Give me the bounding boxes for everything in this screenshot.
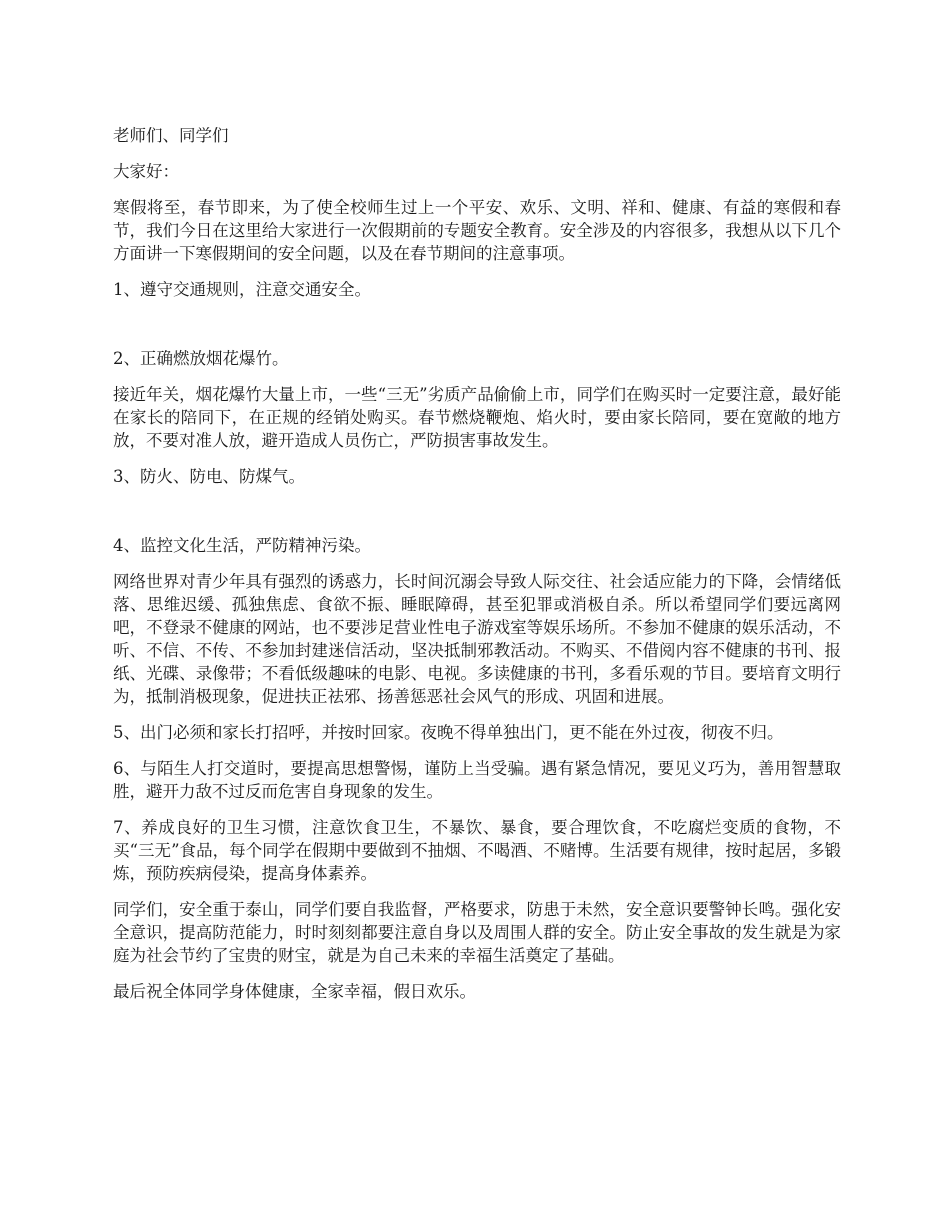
item-2-body: 接近年关，烟花爆竹大量上市，一些“三无”劣质产品偷偷上市，同学们在购买时一定要注意，最好能在家长的陪同下，在正规的经销处购买。春节燃烧鞭炮、焰火时，要由家长陪同，要在宽敞的地方放，不要对准人放，避开造成人员伤亡，严防损害事故发生。 [113,385,841,450]
item-5-paragraph: 5、出门必须和家长打招呼，并按时回家。夜晚不得单独出门，更不能在外过夜，彻夜不归。 [113,723,784,742]
item-3-heading: 3、防火、防电、防煤气。 [113,467,305,486]
greeting: 大家好： [113,162,179,181]
blank-line [113,314,841,347]
item-1-heading: 1、遵守交通规则，注意交通安全。 [113,280,371,299]
item-7-paragraph: 7、养成良好的卫生习惯，注意饮食卫生，不暴饮、暴食，要合理饮食，不吃腐烂变质的食物，不买“三无”食品，每个同学在假期中要做到不抽烟、不喝酒、不赌博。生活要有规律，按时起居，多锻炼，预防疾病侵染，提高身体素养。 [113,818,841,883]
blank-line [113,501,841,534]
conclusion-paragraph: 同学们，安全重于泰山，同学们要自我监督，严格要求，防患于未然，安全意识要警钟长鸣。强化安全意识，提高防范能力，时时刻刻都要注意自身以及周围人群的安全。防止安全事故的发生就是为家庭为社会节约了宝贵的财宝，就是为自己未来的幸福生活奠定了基础。 [113,900,841,965]
closing-paragraph: 最后祝全体同学身体健康，全家幸福，假日欢乐。 [113,982,476,1001]
item-4-body: 网络世界对青少年具有强烈的诱惑力，长时间沉溺会导致人际交往、社会适应能力的下降，会情绪低落、思维迟缓、孤独焦虑、食欲不振、睡眠障碍，甚至犯罪或消极自杀。所以希望同学们要远离网吧，不登录不健康的网站，也不要涉足营业性电子游戏室等娱乐场所。不参加不健康的娱乐活动，不听、不信、不传、不参加封建迷信活动，坚决抵制邪教活动。不购买、不借阅内容不健康的书刊、报纸、光碟、录像带；不看低级趣味的电影、电视。多读健康的书刊，多看乐观的节目。要培育文明行为，抵制消极现象，促进扶正祛邪、扬善惩恶社会风气的形成、巩固和进展。 [113,572,841,706]
intro-paragraph: 寒假将至，春节即来，为了使全校师生过上一个平安、欢乐、文明、祥和、健康、有益的寒假和春节，我们今日在这里给大家进行一次假期前的专题安全教育。安全涉及的内容很多，我想从以下几个方面讲一下寒假期间的安全问题，以及在春节期间的注意事项。 [113,198,841,263]
item-6-paragraph: 6、与陌生人打交道时，要提高思想警惕，谨防上当受骗。遇有紧急情况，要见义巧为，善用智慧取胜，避开力敌不过反而危害自身现象的发生。 [113,759,841,801]
document-page [113,124,841,1016]
salutation: 老师们、同学们 [113,126,229,145]
item-2-heading: 2、正确燃放烟花爆竹。 [113,349,289,368]
item-4-heading: 4、监控文化生活，严防精神污染。 [113,536,371,555]
